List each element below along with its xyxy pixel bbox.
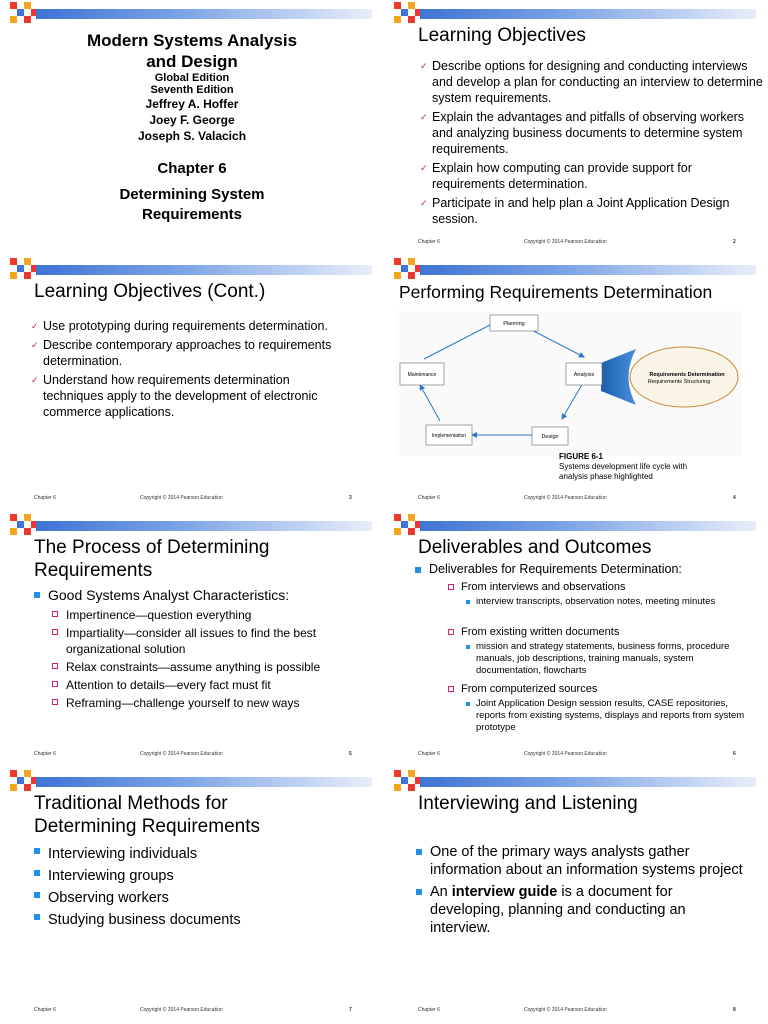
footer-copyright: Copyright © 2014 Pearson Education [524,751,607,757]
page-number: 4 [733,495,736,501]
item-prefix: An [430,884,452,900]
lead-bullet: Deliverables for Requirements Determination: [429,562,682,576]
chapter-number: Chapter 6 [157,160,227,177]
slide-title [34,792,260,838]
list-item: One of the primary ways analysts gather information about an information systems project [416,843,746,879]
slide-3-learning-objectives-cont [0,256,384,512]
deliverable-group [448,682,748,734]
footer-chapter: Chapter 6 [418,751,440,757]
item-suffix: is a document for developing, planning and conducting an interview. [430,884,686,936]
label-design: Design [541,434,559,440]
group-label: From interviews and observations [448,580,748,594]
chapter-title-line-1: Determining System [119,186,265,203]
label-planning: Planning [503,321,525,327]
sdlc-cycle-diagram [396,311,741,456]
list-item: Good Systems Analyst Characteristics: [34,587,289,603]
page-number: 7 [349,1007,352,1013]
list-item: ✓ Understand how requirements determination techniques apply to the development of electronic commerce applications. [29,372,339,420]
list-item [416,883,746,937]
header-gradient-bar [36,777,372,787]
footer-chapter: Chapter 6 [34,751,56,757]
page-number: 8 [733,1007,736,1013]
list-item: ✓ Describe options for designing and conducting interviews and develop a plan for conducting an interview to determine system requirements. [418,58,768,106]
list-item: Studying business documents [34,909,241,931]
author-3: Joseph S. Valacich [137,129,247,143]
deliverable-group [448,625,748,677]
edition-line-1: Global Edition [154,72,230,84]
footer-chapter: Chapter 6 [418,239,440,245]
list-item: Interviewing individuals [34,843,241,865]
list-item: Relax constraints—assume anything is possible [52,659,372,675]
slide-title-line-1: The Process of Determining [34,537,270,558]
list-item: Interviewing groups [34,865,241,887]
author-1: Jeffrey A. Hoffer [145,97,239,111]
slide-title: Learning Objectives [418,25,586,46]
deliverable-group [448,580,748,608]
group-detail-list [466,641,748,677]
slide-title-line-2: Requirements [34,560,153,581]
label-maintenance: Maintenance [407,372,437,378]
list-item: ✓ Use prototyping during requirements determination. [29,318,339,334]
header-gradient-bar [420,9,756,19]
slide-title: Deliverables and Outcomes [418,537,652,558]
page-number: 2 [733,239,736,245]
footer-copyright: Copyright © 2014 Pearson Education [524,1007,607,1013]
slide-5-process-of-determining [0,512,384,768]
slide-title-line-2: Determining Requirements [34,816,260,837]
list-item: ✓ Explain how computing can provide support for requirements determination. [418,160,768,192]
figure-caption-line-2: analysis phase highlighted [559,472,653,481]
group-label: From computerized sources [448,682,748,696]
figure-label: FIGURE 6-1 [559,452,604,461]
footer-copyright: Copyright © 2014 Pearson Education [140,751,223,757]
callout-line-1: Requirements Determination [649,372,725,378]
book-title-line-2: and Design [146,52,238,71]
footer-chapter: Chapter 6 [34,1007,56,1013]
header-gradient-bar [36,9,372,19]
slide-title-line-1: Traditional Methods for [34,793,228,814]
list-item: ✓ Participate in and help plan a Joint Application Design session. [418,195,768,227]
list-item: Attention to details—every fact must fit [52,677,372,693]
list-item: interview transcripts, observation notes, meeting minutes [466,596,748,608]
characteristics-list [52,607,372,713]
list-item: ✓ Describe contemporary approaches to requirements determination. [29,337,339,369]
group-detail-list [466,596,748,608]
figure-caption-line-1: Systems development life cycle with [559,462,688,471]
footer-chapter: Chapter 6 [418,495,440,501]
objectives-list [29,318,339,423]
list-item: Impertinence—question everything [52,607,372,623]
slide-4-performing-requirements [384,256,768,512]
cover-text [0,30,384,225]
footer-copyright: Copyright © 2014 Pearson Education [524,495,607,501]
slide-2-learning-objectives [384,0,768,256]
header-gradient-bar [420,521,756,531]
slide-7-traditional-methods [0,768,384,1024]
slide-title: Interviewing and Listening [418,793,638,814]
footer-copyright: Copyright © 2014 Pearson Education [524,239,607,245]
methods-list [34,843,241,931]
page-number: 6 [733,751,736,757]
footer-chapter: Chapter 6 [34,495,56,501]
author-2: Joey F. George [149,113,235,127]
edition-line-2: Seventh Edition [150,84,234,96]
list-item: ✓ Explain the advantages and pitfalls of observing workers and analyzing business documents to determine system requirements. [418,109,768,157]
interview-list [416,843,746,941]
slide-1-title [0,0,384,256]
footer-copyright: Copyright © 2014 Pearson Education [140,495,223,501]
group-label: From existing written documents [448,625,748,639]
slide-title [34,536,270,582]
chapter-title [0,185,384,225]
group-detail-list [466,698,748,734]
list-item: Observing workers [34,887,241,909]
header-gradient-bar [420,265,756,275]
book-title-line-1: Modern Systems Analysis [86,31,298,50]
header-gradient-bar [36,265,372,275]
page-number: 3 [349,495,352,501]
callout-line-2: Requirements Structuring [647,379,711,385]
label-analysis: Analysis [573,372,595,378]
header-gradient-bar [420,777,756,787]
chapter-title-line-2: Requirements [141,206,243,223]
slide-title: Learning Objectives (Cont.) [34,281,266,302]
interview-guide-term: interview guide [451,884,558,900]
list-item: mission and strategy statements, business forms, procedure manuals, job descriptions, training manuals, system documentation, flowcharts [466,641,748,677]
label-implementation: Implementation [431,433,467,439]
objectives-list [418,58,768,230]
figure-caption [559,452,687,482]
list-item: Impartiality—consider all issues to find the best organizational solution [52,625,372,657]
list-item: Joint Application Design session results, CASE repositories, reports from existing systems, displays and reports from system prototype [466,698,748,734]
header-gradient-bar [36,521,372,531]
list-item: Reframing—challenge yourself to new ways [52,695,372,711]
footer-chapter: Chapter 6 [418,1007,440,1013]
page-number: 5 [349,751,352,757]
slide-8-interviewing-listening [384,768,768,1024]
slide-title: Performing Requirements Determination [399,282,713,302]
slide-6-deliverables [384,512,768,768]
footer-copyright: Copyright © 2014 Pearson Education [140,1007,223,1013]
